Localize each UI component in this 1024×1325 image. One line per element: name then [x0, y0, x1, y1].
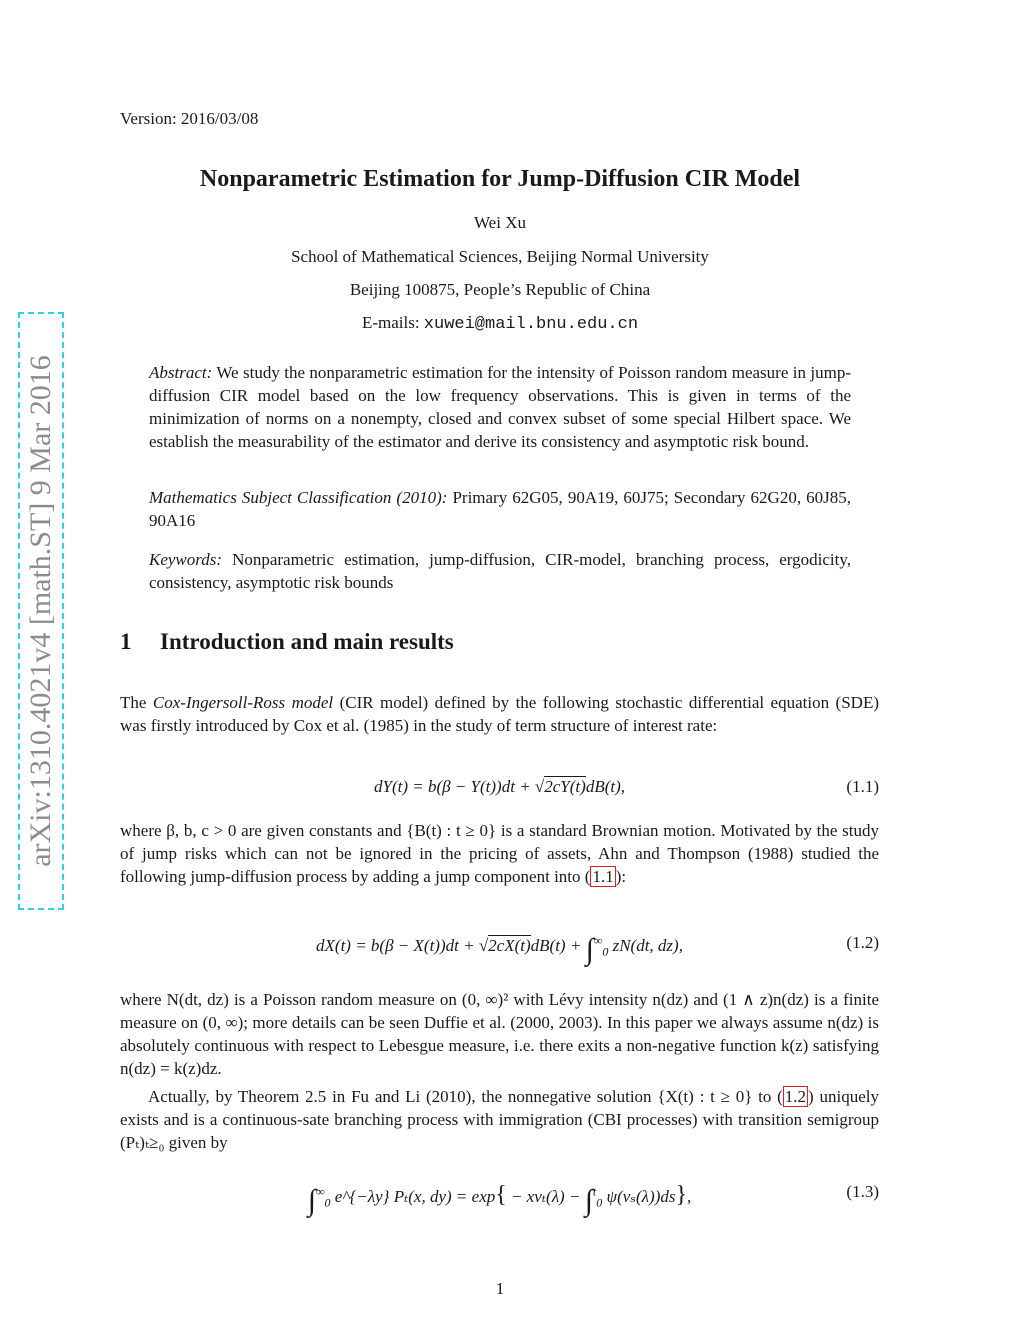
- equation-1-2-rhs: zN(dt, dz),: [612, 936, 683, 955]
- equation-1-2: $dX(t) = b(\beta - X(t))dt + √2cX(t)dB(t) + \int^\infty_0$ zN(dt, dz), (1.2): [316, 933, 879, 966]
- equation-link-1-1[interactable]: 1.1: [592, 867, 614, 886]
- arxiv-identifier: arXiv:1310.4021v4 [math.ST] 9 Mar 2016: [24, 355, 57, 867]
- paper-title: Nonparametric Estimation for Jump-Diffusion CIR Model: [199, 166, 801, 192]
- paragraph-2: where β, b, c > 0 are given constants and {B(t) : t ≥ 0} is a standard Brownian motion. Motivated by the study of jump risks which can not be ignored in the pricing of assets, Ahn and Thompson (1988) studied the following jump-diffusion process by adding a jump component into ( 1.1 ):: [120, 821, 879, 886]
- paragraph-4-end: uniquely exists and is a continuous-sate branching process with immigration (CBI processes) with transition semigroup (Pₜ)ₜ≥₀ given by: [120, 1087, 879, 1152]
- equation-1-3-lhs: e^{−λy} Pₜ(x, dy) = exp: [334, 1187, 496, 1206]
- paragraph-1-term: Cox-Ingersoll-Ross model: [152, 693, 334, 712]
- equation-1-1-sqrt: 2cY(t): [544, 777, 586, 796]
- equation-1-2-mid: dB(t) +: [530, 936, 586, 955]
- author-name: Wei Xu: [474, 213, 526, 232]
- paragraph-1-rest: (CIR model) defined by the following stochastic differential equation (SDE) was firstly introduced by Cox et al. (1985) in the study of term structure of interest rate:: [120, 693, 879, 735]
- msc-classification: [149, 486, 851, 532]
- paragraph-1-start: The: [120, 693, 147, 712]
- version-line: Version: 2016/03/08: [120, 109, 259, 128]
- email-label: E-mails:: [361, 313, 420, 332]
- abstract-text: We study the nonparametric estimation for the intensity of Poisson random measure in jump-diffusion CIR model based on the low frequency observations. This is given in terms of the minimization of norms on a nonempty, closed and convex subset of some special Hilbert space. We establish the measurability of the estimator and derive its consistency and asymptotic risk bound.: [149, 363, 851, 451]
- equation-link-1-2[interactable]: 1.2: [784, 1087, 807, 1106]
- email-line: [0, 313, 1000, 334]
- abstract: [149, 361, 851, 453]
- arxiv-sidebar-stamp: [18, 312, 64, 910]
- integral-lower-limit: 0: [602, 944, 609, 959]
- equation-1-1-rhs: dB(t),: [585, 777, 625, 796]
- section-title: Introduction and main results: [160, 629, 454, 654]
- paragraph-3: where N(dt, dz) is a Poisson random measure on (0, ∞)² with Lévy intensity n(dz) and (1 ∧ z)n(dz) is a finite measure on (0, ∞); more details can be seen Duffie et al. (2000, 2003). In this paper we always assume n(dz) is absolutely continuous with respect to Lebesgue measure, i.e. there exits a non-negative function k(z) satisfying n(dz) = k(z)dz.: [120, 990, 879, 1078]
- msc-text: Primary 62G05, 90A19, 60J75; Secondary 62G20, 60J85, 90A16: [149, 488, 851, 530]
- integral-sign: ∫: [307, 1184, 316, 1217]
- equation-1-3-tag: (1.3): [846, 1182, 879, 1201]
- keywords-label: Keywords:: [149, 550, 223, 569]
- equation-1-3-inner-2: ψ(vₛ(λ))ds: [606, 1187, 676, 1206]
- integral-lower-limit: 0: [324, 1195, 331, 1210]
- integral-sign: ∫: [585, 933, 594, 966]
- section-heading: [120, 629, 454, 655]
- keywords: [149, 548, 851, 594]
- integral-sign: ∫: [584, 1184, 593, 1217]
- equation-1-1-tag: (1.1): [846, 777, 879, 796]
- equation-1-2-lhs: dX(t) = b(β − X(t))dt +: [316, 936, 479, 955]
- equation-1-3-inner-1: − xvₜ(λ) −: [506, 1187, 585, 1206]
- affiliation-line-1: School of Mathematical Sciences, Beijing Normal University: [291, 247, 709, 266]
- integral-upper-limit: ∞: [315, 1184, 325, 1199]
- paragraph-4-text: Actually, by Theorem 2.5 in Fu and Li (2010), the nonnegative solution {X(t) : t ≥ 0} to: [148, 1087, 772, 1106]
- affiliation-line-2: Beijing 100875, People’s Republic of China: [349, 280, 651, 299]
- msc-label: Mathematics Subject Classification (2010):: [149, 488, 448, 507]
- equation-1-2-tag: (1.2): [846, 933, 879, 952]
- equation-1-1: dY(t) = b(β − Y(t))dt + √2cY(t)dB(t), (1.1): [373, 777, 879, 796]
- keywords-text: Nonparametric estimation, jump-diffusion, CIR-model, branching process, ergodicity, consistency, asymptotic risk bounds: [149, 550, 852, 592]
- equation-1-1-lhs: dY(t) = b(β − Y(t))dt +: [373, 777, 535, 796]
- paragraph-2-text: where β, b, c > 0 are given constants and {B(t) : t ≥ 0} is a standard Brownian motion. Motivated by the study of jump risks which can not be ignored in the pricing of assets, Ahn and Thompson (1988) studied the following jump-diffusion process by adding a jump component into: [120, 821, 879, 886]
- equation-1-2-sqrt: 2cX(t): [488, 936, 531, 955]
- paragraph-2-end: ):: [615, 867, 627, 886]
- equation-1-3: $\int^\infty_0$ e^{−λy} Pₜ(x, dy) = exp{ − xvₜ(λ) − ∫$^t_0$ ψ(vₛ(λ))ds}, (1.3): [307, 1182, 879, 1217]
- integral-lower-limit: 0: [596, 1195, 603, 1210]
- abstract-label: Abstract:: [149, 363, 213, 382]
- integral-upper-limit: ∞: [593, 933, 603, 948]
- email-address[interactable]: xuwei@mail.bnu.edu.cn: [423, 315, 639, 334]
- paragraph-1: [120, 691, 879, 737]
- section-number: 1: [120, 629, 132, 654]
- page-number: 1: [495, 1279, 505, 1298]
- integral-upper-limit: t: [592, 1184, 597, 1199]
- paragraph-4: Actually, by Theorem 2.5 in Fu and Li (2010), the nonnegative solution {X(t) : t ≥ 0} to ( 1.2 ) uniquely exists and is a continuous-sate branching process with immigration (CBI processes) with transition semigroup (Pₜ)ₜ≥₀ given by: [120, 1087, 879, 1152]
